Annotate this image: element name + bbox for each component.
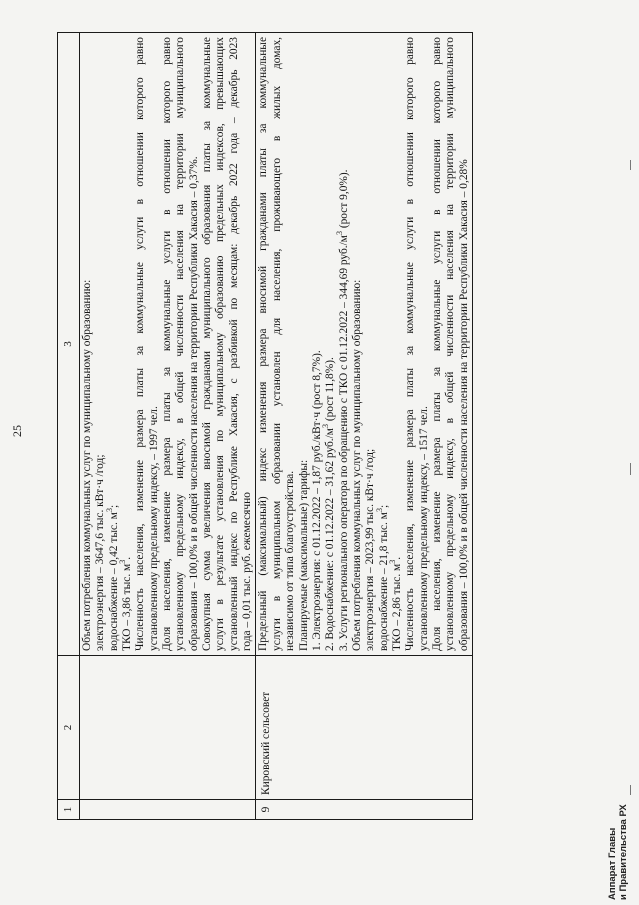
text-line: Объем потребления коммунальных услуг по муниципальному образованию:: [81, 279, 93, 651]
table-row-prev: [80, 33, 256, 820]
prev-name-cell: [80, 656, 256, 800]
text-line: Объем потребления коммунальных услуг по муниципальному образованию:: [350, 279, 363, 651]
text-line: 3. Услуги регионального оператора по обращению с ТКО с 01.12.2022 – 344,69 $руб./м^3$ (рост 9,0%).: [334, 169, 350, 651]
table-row-9: [256, 33, 473, 820]
text-line: Совокупная сумма увеличения вносимой гражданами муниципального образования платы за коммунальные: [201, 37, 214, 651]
office-stamp: Аппарат Главы и Правительства РХ: [607, 804, 629, 900]
text-line: установленному предельному индексу, в общей численности населения на территории муниципального: [444, 37, 457, 651]
text-line: ТКО – 3,86 тыс. $м^3$.: [118, 556, 134, 651]
text-line: 1. Электроэнергия: с 01.12.2022 – 1,87 руб./кВт·ч (рост 8,7%).: [310, 350, 323, 651]
text-line: электроэнергия – 2023,99 тыс. кВт·ч /год;: [364, 448, 377, 651]
header-col2: 2: [58, 656, 80, 800]
text-line: электроэнергия – 3647,6 тыс. кВт·ч /год;: [94, 454, 107, 651]
text-line: Численность населения, изменение размера платы за коммунальные услуги в отношении которого равно: [404, 37, 417, 651]
text-line: Предельный (максимальный) индекс изменения размера вносимой гражданами платы за коммунальные: [257, 37, 270, 651]
text-line: независимо от типа благоустройства.: [284, 470, 297, 651]
text-line: Численность населения, изменение размера платы за коммунальные услуги в отношении которого равно: [134, 37, 147, 651]
text-line: установленный индекс по Республике Хакасия, с разбивкой по месяцам: декабрь 2022 года – декабрь 2023: [227, 37, 240, 651]
header-col1: 1: [58, 800, 80, 820]
row-number: 9: [256, 800, 473, 820]
text-line: услуги в муниципальном образовании установлен для населения, проживающего в жилых домах,: [270, 37, 283, 651]
text-line: образования – 100,0% и в общей численности населения на территории Республики Хакасия – 0,28%: [457, 159, 470, 651]
page-number: 25: [10, 425, 24, 437]
text-line: Доля населения, изменение размера платы за коммунальные услуги в отношении которого равно: [161, 37, 174, 651]
tariff-table: [57, 32, 473, 820]
text-line: года – 0,01 тыс. руб. ежемесячно: [241, 492, 254, 651]
header-col3: 3: [58, 33, 80, 656]
prev-text-cell: [80, 33, 256, 656]
row9-text-cell: [256, 33, 473, 656]
text-line: водоснабжение – 21,8 тыс. $м^3$;: [374, 504, 390, 651]
text-line: установленному предельному индексу, – 1517 чел.: [417, 406, 430, 651]
text-line: Доля населения, изменение размера платы за коммунальные услуги в отношении которого равно: [430, 37, 443, 651]
text-line: установленному предельному индексу, в общей численности населения на территории муниципального: [174, 37, 187, 651]
margin-tick: [630, 463, 631, 475]
margin-tick: [630, 160, 631, 170]
text-line: образования – 100,0% и в общей численности населения на территории Республики Хакасия – 0,37%.: [187, 156, 200, 651]
margin-tick: [630, 785, 631, 795]
table-header-row: [58, 33, 80, 820]
text-line: ТКО – 2,86 тыс. $м^3$.: [388, 556, 403, 651]
text-line: 2. Водоснабжение: с 01.12.2022 – 31,62 $руб./м^3$ (рост 11,8%).: [321, 357, 337, 651]
text-line: установленному предельному индексу, – 1997 чел.: [147, 406, 160, 651]
municipality-name: Кировский сельсовет: [256, 656, 473, 800]
text-line: услуги в результате установления по муниципальному образованию предельных индексов, превышающих: [214, 37, 227, 651]
prev-num-cell: [80, 800, 256, 820]
text-line: водоснабжение – 0,42 тыс. $м^3$;: [104, 504, 120, 651]
text-line: Планируемые (максимальные) тарифы:: [297, 459, 310, 651]
